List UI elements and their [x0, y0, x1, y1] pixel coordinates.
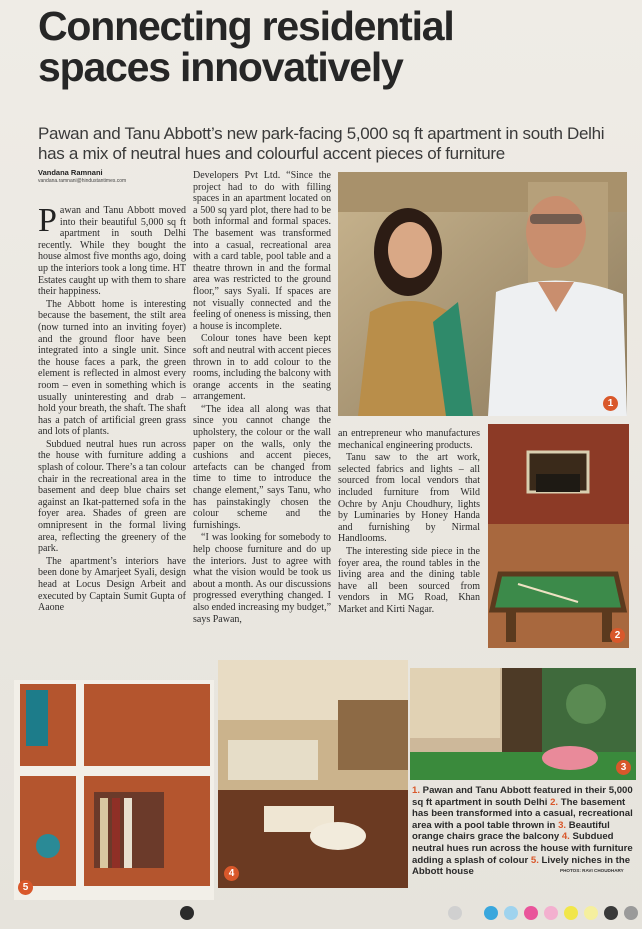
article-column-1 — [38, 202, 186, 670]
paragraph: Tanu saw to the art work, selected fabrics and lights – all sourced from local vendors that included furniture from Wild Ochre by Anju Choudhury, lights by Luminaries by Honey Handa and furnishing by Nirmal Handlooms. — [338, 452, 480, 545]
registration-dot — [504, 906, 518, 920]
photo-number-badge: 5 — [18, 880, 33, 895]
caption-text: The basement has been transformed into a casual, recreational area with a pool table thrown in — [412, 796, 633, 831]
caption-number: 1. — [412, 785, 421, 796]
paragraph: “The idea all along was that since you cannot change the upholstery, the colour or the wall paper on the walls, only the cushions and accent pieces, artefacts can be changed from time to time to introduce the change element,” says Tanu, who has painstakingly chosen the colour scheme and the furnishings. — [193, 403, 331, 531]
paragraph: “I was looking for somebody to help choose furniture and do up the interiors. Just to agree with what the vision would be took us about a month. As our discussions progressed everything changed. I also ended increasing my budget,” says Pawan, — [193, 532, 332, 625]
registration-dot — [448, 906, 462, 920]
caption-text: Pawan and Tanu Abbott featured in their 5,000 sq ft apartment in south Delhi — [412, 785, 633, 808]
byline: Vandana Ramnani — [38, 168, 103, 177]
paragraph: The interesting side piece in the foyer area, the round tables in the living area and the dining table have all been sourced from vendors in MG Road, Khan Market and Kirti Nagar. — [338, 545, 480, 615]
caption-number: 5. — [530, 854, 539, 866]
headline-line-2: spaces innovatively — [38, 44, 403, 90]
caption-number: 4. — [561, 831, 570, 843]
photo-niches — [14, 680, 214, 900]
niches-image — [14, 680, 214, 900]
article-column-3 — [338, 428, 480, 668]
drop-cap: P — [38, 202, 57, 239]
headline-line-1: Connecting residential — [38, 3, 454, 49]
photo-credit: PHOTOS: RAVI CHOUDHARY — [560, 868, 624, 873]
paragraph: an entrepreneur who manufactures mechanical engineering products. — [338, 428, 480, 451]
registration-dot — [484, 906, 498, 920]
photo-caption — [412, 785, 634, 878]
living-area-image — [218, 660, 408, 888]
registration-dot — [584, 906, 598, 920]
caption-text: Subdued neutral hues run across the house with furniture adding a splash of colour — [412, 831, 633, 866]
pool-table-image — [488, 424, 629, 648]
couple-portrait-image — [338, 172, 627, 416]
article-column-2 — [193, 170, 331, 670]
caption-text: Beautiful orange chairs grace the balcony — [412, 819, 610, 843]
registration-dot — [604, 906, 618, 920]
registration-dot — [624, 906, 638, 920]
headline — [38, 3, 618, 90]
photo-number-badge: 1 — [603, 396, 618, 411]
paragraph: Colour tones have been kept soft and neutral with accent pieces thrown in to add colour to the rooms, including the balcony with orange accents in the seating arrangement. — [193, 333, 331, 403]
photo-number-badge: 2 — [610, 628, 625, 643]
photo-balcony — [410, 668, 636, 780]
photo-number-badge: 3 — [616, 760, 631, 775]
registration-dot — [544, 906, 558, 920]
paragraph: Developers Pvt Ltd. “Since the project had to do with filling spaces in an apartment located on a 500 sq yard plot, there had to be both informal and formal spaces. The basement was transformed into a casual, recreational area with a card table, pool table and a theatre thrown in and the formal area was restricted to the ground floor,” says Syali. If spaces are not visually connected and the feeling of oneness is missing, then a house is incomplete. — [193, 170, 331, 332]
registration-dot — [564, 906, 578, 920]
paragraph: The apartment’s interiors have been done by Amarjeet Syali, design head at Locus Design Arbeit and executed by Captain Sumit Gupta of Aaone — [38, 555, 186, 614]
registration-dot — [524, 906, 538, 920]
paragraph-text: awan and Tanu Abbott moved into their beautiful 5,000 sq ft apartment in south Delhi recently. While they bought the house almost five months ago, doing up the interiors took a long time. HT Estates caught up with them to share their happiness. — [38, 205, 186, 298]
subheading: Pawan and Tanu Abbott’s new park-facing 5,000 sq ft apartment in south Delhi has a mix of neutral hues and colourful accent pieces of furniture — [38, 124, 605, 163]
print-registration-dots — [0, 906, 642, 920]
caption-number: 3. — [558, 819, 567, 831]
paragraph: The Abbott home is interesting because the basement, the stilt area (now turned into an inviting foyer) and the ground floor have been integrated into a single unit. Since the house faces a park, the green element is reflected in almost every room – even in something which is usually uninteresting and drab – hold your breath, the shaft. The shaft has a patch of artificial green grass and lots of plants. — [38, 298, 186, 438]
author-email: vandana.ramnani@hindustantimes.com — [38, 178, 127, 184]
photo-couple-portrait — [338, 172, 627, 416]
paragraph: Subdued neutral hues run across the house with furniture adding a splash of colour. There’s a tan colour chair in the recreational area in the basement and deep blue chairs set against an Ikat-patterned sofa in the foyer area. Shades of green are omnipresent in the formal living area, reflecting the greenery of the park. — [38, 438, 186, 555]
balcony-image — [410, 668, 636, 780]
caption-number: 2. — [550, 796, 559, 808]
registration-dot — [180, 906, 194, 920]
photo-living-area — [218, 660, 408, 888]
photo-pool-table — [488, 424, 629, 648]
paragraph — [38, 202, 186, 298]
caption-text: Lively niches in the Abbott house — [412, 854, 631, 878]
photo-number-badge: 4 — [224, 866, 239, 881]
